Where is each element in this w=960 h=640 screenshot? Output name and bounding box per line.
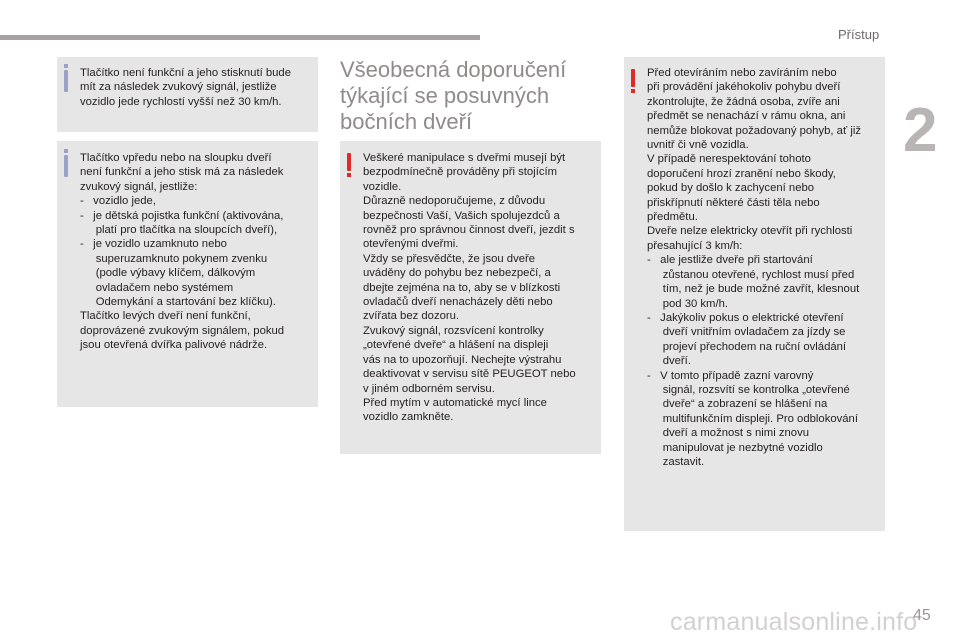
info-note-door-button <box>57 141 318 407</box>
chapter-number: 2 <box>903 96 938 165</box>
header-rule <box>0 35 480 40</box>
section-heading: Všeobecná doporučení týkající se posuvných bočních dveří <box>340 57 567 134</box>
info-icon <box>64 155 68 177</box>
warning-note-electric-doors <box>624 57 885 531</box>
info-note-text: Tlačítko není funkční a jeho stisknutí bude mít za následek zvukový signál, jestliže vozidlo jede rychlostí vyšší než 30 km/h. <box>80 67 292 108</box>
info-note-speed <box>57 57 318 132</box>
warning-icon <box>631 69 635 87</box>
section-label: Přístup <box>838 27 880 42</box>
info-note-text: Tlačítko vpředu nebo na sloupku dveří není funkční a jeho stisk má za následek zvukový signál, jestliže: - vozidlo jede, - je dětská pojistka funkční (aktivována, platí pro tlačítka na sloupcích dveří), - je vozidlo uzamknuto nebo superuzamknuto pokynem zvenku (podle výbavy klíčem, dálkovým ovladačem nebo systémem Odemykání a startování bez klíčku). Tlačítko levých dveří není funkční, doprovázené zvukovým signálem, pokud jsou otevřená dvířka palivové nádrže. <box>80 152 285 352</box>
warning-note-text: Před otevíráním nebo zavíráním nebo při provádění jakéhokoliv pohybu dveří zkontrolujte, že žádná osoba, zvíře ani předmět se nenachází v rámu okna, ani nemůže blokovat požadovaný pohyb, ať již uvnitř či vně vozidla. V případě nerespektování tohoto doporučení hrozí zranění nebo škody, pokud by došlo k zachycení nebo přiskřípnutí některé části těla nebo předmětu. Dveře nelze elektricky otevřít při rychlosti přesahující 3 km/h: - ale jestliže dveře při startování zůstanou otevřené, rychlost musí před tím, než je bude možné zavřít, klesnout pod 30 km/h. - Jakýkoliv pokus o elektrické otevření dveří vnitřním ovladačem za jízdy se projeví přechodem na ruční ovládání dveří. - V tomto případě zazní varovný signál, rozsvítí se kontrolka „otevřené dveře“ a zobrazení se hlášení na multifunkčním displeji. Pro odblokování dveří a možnost s nimi znovu manipulovat je nezbytné vozidlo zastavit. <box>647 67 861 468</box>
page-number: 45 <box>913 607 931 624</box>
warning-note-manipulation <box>340 141 601 454</box>
warning-note-text: Veškeré manipulace s dveřmi musejí být bezpodmínečně prováděny při stojícím vozidle. Důrazně nedoporučujeme, z důvodu bezpečnosti Vaší, Vašich spolujezdců a rovněž pro správnou činnost dveří, jezdit s otevřenými dveřmi. Vždy se přesvědčte, že jsou dveře uváděny do pohybu bez nebezpečí, a dbejte zejména na to, aby se v blízkosti ovladačů dveří nenacházely děti nebo zvířata bez dozoru. Zvukový signál, rozsvícení kontrolky „otevřené dveře“ a hlášení na displeji vás na to upozorňují. Nechejte výstrahu deaktivovat v servisu sítě PEUGEOT nebo v jiném odborném servisu. Před mytím v automatické mycí lince vozidlo zamkněte. <box>363 152 576 424</box>
warning-icon <box>347 153 351 171</box>
info-icon <box>64 70 68 92</box>
watermark: carmanualsonline.info <box>670 608 918 636</box>
